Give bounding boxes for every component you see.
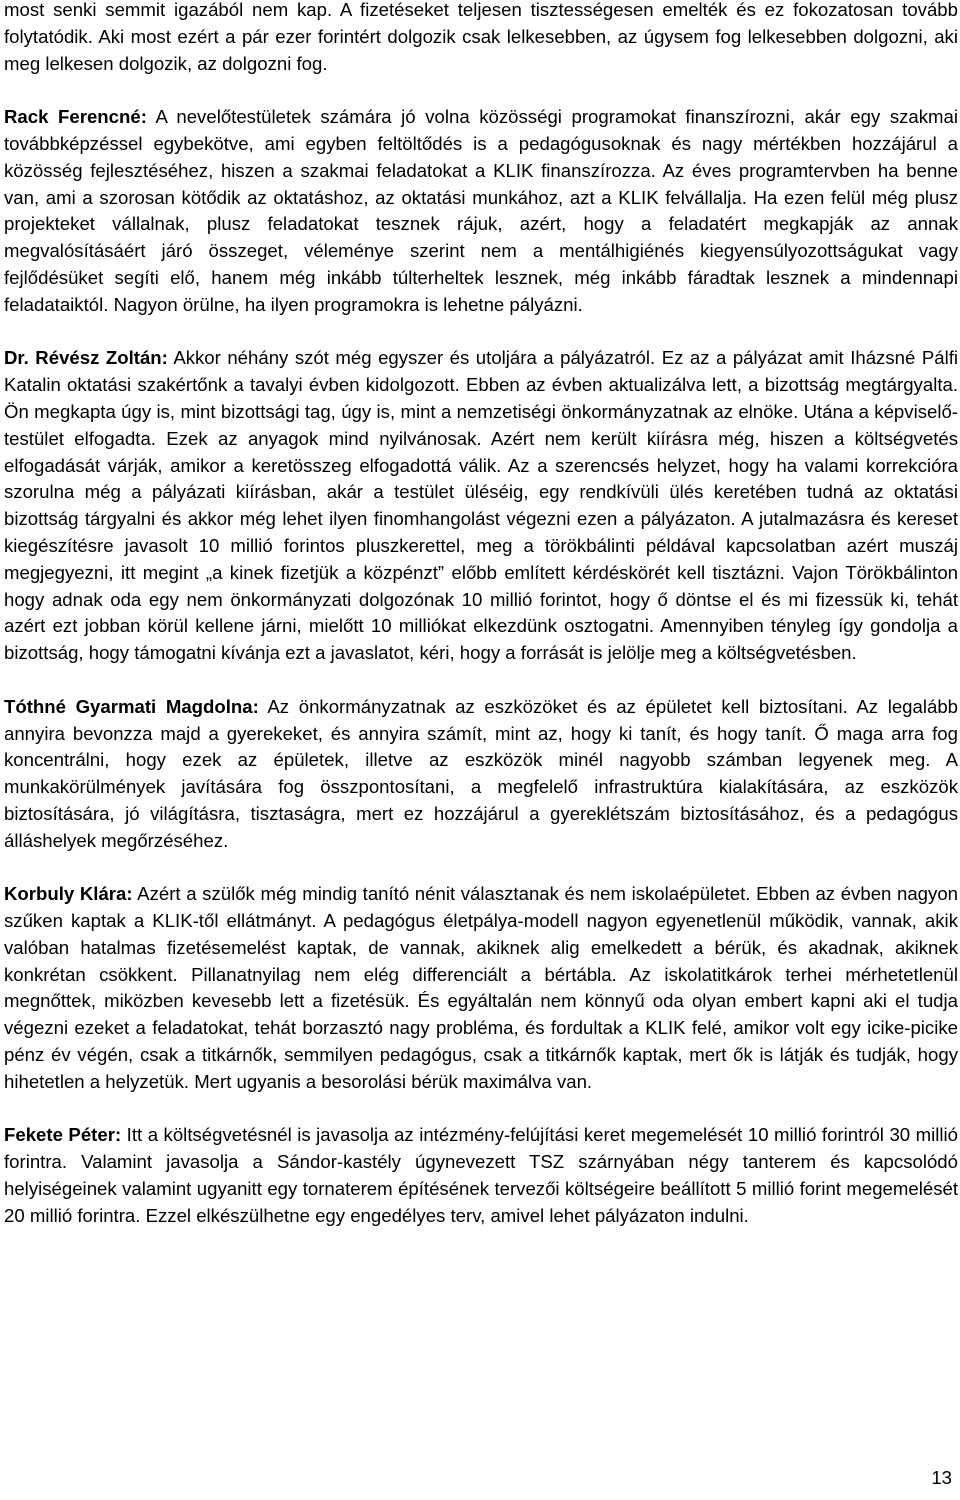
paragraph (4, 0, 958, 77)
speaker-name: Korbuly Klára: (4, 883, 133, 905)
speaker-name: Dr. Révész Zoltán: (4, 347, 168, 369)
paragraph-text: A nevelőtestületek számára jó volna közösségi programokat finanszírozni, akár egy szakmai továbbképzéssel egybekötve, ami egyben feltöltődés is a pedagógusoknak és nagy mértékben hozzájárul a közösség fejlesztéséhez, hiszen a szakmai feladatokat a KLIK finanszírozza. Az éves programtervben ha benne van, ami a szorosan kötődik az oktatáshoz, az oktatási munkához, azt a KLIK felvállalja. Ha ezen felül még plusz projekteket vállalnak, plusz feladatokat tesznek rájuk, azért, hogy a feladatért megkapják az annak megvalósításáért járó összeget, véleménye szerint nem a mentálhigiénés kiegyensúlyozottságukat vagy fejlődésüket segíti elő, hanem még inkább túlterheltek lesznek, még inkább fáradtak lesznek a mindennapi feladataiktól. Nagyon örülne, ha ilyen programokra is lehetne pályázni. (4, 106, 959, 315)
document-page (4, 0, 958, 1256)
paragraph-text: most senki semmit igazából nem kap. A fizetéseket teljesen tisztességesen emelték és ez fokozatosan tovább folytatódik. Aki most ezért a pár ezer forintért dolgozik csak lelkesebben, az úgysem fog lelkesebben dolgozni, aki meg lelkesen dolgozik, az dolgozni fog. (4, 0, 958, 74)
paragraph (4, 1122, 958, 1229)
paragraph-text: Akkor néhány szót még egyszer és utoljára a pályázatról. Ez az a pályázat amit Iházsné Pálfi Katalin oktatási szakértőnk a tavalyi évben kidolgozott. Ebben az évben aktualizálva lett, a bizottság megtárgyalta. Ön megkapta úgy is, mint bizottsági tag, úgy is, mint a nemzetiségi önkormányzatnak az elnöke. Utána a képviselő-testület elfogadta. Ezek az anyagok mind nyilvánosak. Azért nem került kiírásra még, hiszen a költségvetés elfogadását várják, amikor a keretösszeg elfogadottá válik. Az a szerencsés helyzet, hogy ha valami korrekcióra szorulna még a pályázati kiírásban, akár a testület üléséig, egy rendkívüli ülés keretében tudná az oktatási bizottság tárgyalni és akkor még lehet ilyen finomhangolást végezni ezen a pályázaton. A jutalmazásra és kereset kiegészítésre javasolt 10 millió forintos pluszkerettel, meg a törökbálinti példával kapcsolatban azért muszáj megjegyezni, itt megint „a kinek fizetjük a közpénzt” előbb említett kérdéskörét kell tisztázni. Vajon Törökbálinton hogy adnak oda egy nem önkormányzati dolgozónak 10 millió forintot, hogy ő döntse el és mi fizessük ki, tehát azért ezt jobban körül kellene járni, mielőtt 10 milliókat elkezdünk osztogatni. Amennyiben tényleg így gondolja a bizottság, hogy támogatni kívánja ezt a javaslatot, kéri, hogy a forrását is jelölje meg a költségvetésben. (4, 347, 958, 664)
paragraph (4, 694, 958, 855)
paragraph (4, 104, 958, 318)
paragraph (4, 345, 958, 667)
speaker-name: Rack Ferencné: (4, 106, 147, 128)
page-number: 13 (931, 1467, 952, 1488)
paragraph (4, 881, 958, 1095)
paragraph-text: Azért a szülők még mindig tanító nénit választanak és nem iskolaépületet. Ebben az évben nagyon szűken kaptak a KLIK-től ellátmányt. A pedagógus életpálya-modell nagyon egyenetlenül működik, vannak, akik valóban hatalmas fizetésemelést kaptak, de vannak, akiknek alig emelkedett a bérük, és akadnak, akiknek konkrétan csökkent. Pillanatnyilag nem elég differenciált a bértábla. Az iskolatitkárok terhei mérhetetlenül megnőttek, miközben kevesebb lett a fizetésük. És egyáltalán nem könnyű oda olyan embert kapni aki el tudja végezni ezeket a feladatokat, tehát borzasztó nagy probléma, és fordultak a KLIK felé, amikor volt egy icike-picike pénz év végén, csak a titkárnők, semmilyen pedagógus, csak a titkárnők kaptak, mert ők is látják és tudják, hogy hihetetlen a helyzetük. Mert ugyanis a besorolási bérük maximálva van. (4, 883, 958, 1092)
speaker-name: Fekete Péter: (4, 1124, 122, 1146)
speaker-name: Tóthné Gyarmati Magdolna: (4, 695, 259, 717)
paragraph-text: Itt a költségvetésnél is javasolja az intézmény-felújítási keret megemelését 10 millió forintról 30 millió forintra. Valamint javasolja a Sándor-kastély úgynevezett TSZ szárnyában négy tanterem és kapcsolódó helyiségeinek valamint ugyanitt egy tornaterem építésének tervezői költségeire beállított 5 millió forint megemelését 20 millió forintra. Ezzel elkészülhetne egy engedélyes terv, amivel lehet pályázaton indulni. (4, 1124, 958, 1226)
paragraph-text: Az önkormányzatnak az eszközöket és az épületet kell biztosítani. Az legalább annyira bevonzza majd a gyerekeket, és annyira számít, mint az, hogy ki tanít, és hogy tanít. Ő maga arra fog koncentrálni, hogy ezek az épületek, illetve az eszközök minél nagyobb számban legyenek meg. A munkakörülmények javítására fog összpontosítani, a megfelelő infrastruktúra kialakítására, az eszközök biztosítására, jó világításra, tisztaságra, mert ez hozzájárul a gyereklétszám biztosításához, és a pedagógus álláshelyek megőrzéséhez. (4, 695, 958, 851)
